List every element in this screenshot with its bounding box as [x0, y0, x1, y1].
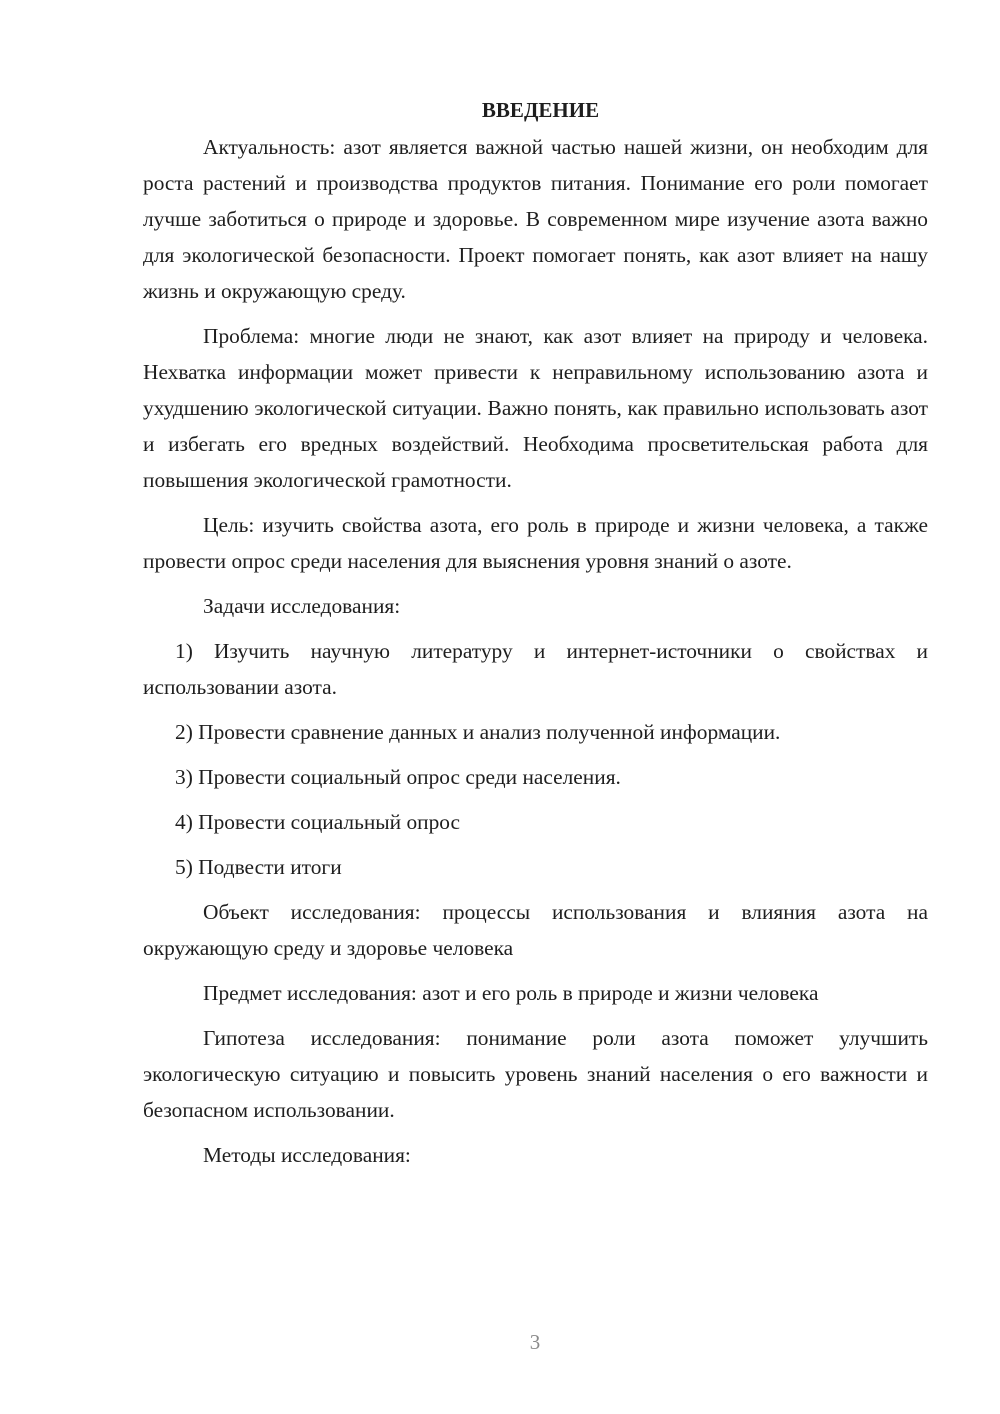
goal-paragraph: Цель: изучить свойства азота, его роль в природе и жизни человека, а также провести опрос среди населения для выяснения уровня знаний о азоте.	[143, 513, 928, 573]
problem-paragraph: Проблема: многие люди не знают, как азот влияет на природу и человека. Нехватка информации может привести к неправильному использованию азота и ухудшению экологической ситуации. Важно понять, как правильно использовать азот и избегать его вредных воздействий. Необходима просветительская работа для повышения экологической грамотности.	[143, 324, 928, 492]
relevance-paragraph: Актуальность: азот является важной частью нашей жизни, он необходим для роста растений и производства продуктов питания. Понимание его роли помогает лучше заботиться о природе и здоровье. В современном мире изучение азота важно для экологической безопасности. Проект помогает понять, как азот влияет на нашу жизнь и окружающую среду.	[143, 135, 928, 303]
task-item-2: 2) Провести сравнение данных и анализ полученной информации.	[175, 720, 781, 744]
page-content	[143, 92, 928, 1182]
subject-paragraph: Предмет исследования: азот и его роль в природе и жизни человека	[203, 981, 819, 1005]
object-paragraph: Объект исследования: процессы использования и влияния азота на окружающую среду и здоровье человека	[143, 900, 928, 960]
hypothesis-paragraph: Гипотеза исследования: понимание роли азота поможет улучшить экологическую ситуацию и повысить уровень знаний населения о его важности и безопасном использовании.	[143, 1026, 928, 1122]
task-item-4: 4) Провести социальный опрос	[175, 810, 461, 834]
page-number: 3	[529, 1330, 541, 1354]
task-item-5: 5) Подвести итоги	[175, 855, 342, 879]
task-item-1: 1) Изучить научную литературу и интернет-источники о свойствах и использовании азота.	[143, 639, 928, 699]
page-title: ВВЕДЕНИЕ	[481, 98, 600, 122]
tasks-heading: Задачи исследования:	[203, 594, 401, 618]
task-item-3: 3) Провести социальный опрос среди населения.	[175, 765, 621, 789]
methods-heading: Методы исследования:	[203, 1143, 411, 1167]
